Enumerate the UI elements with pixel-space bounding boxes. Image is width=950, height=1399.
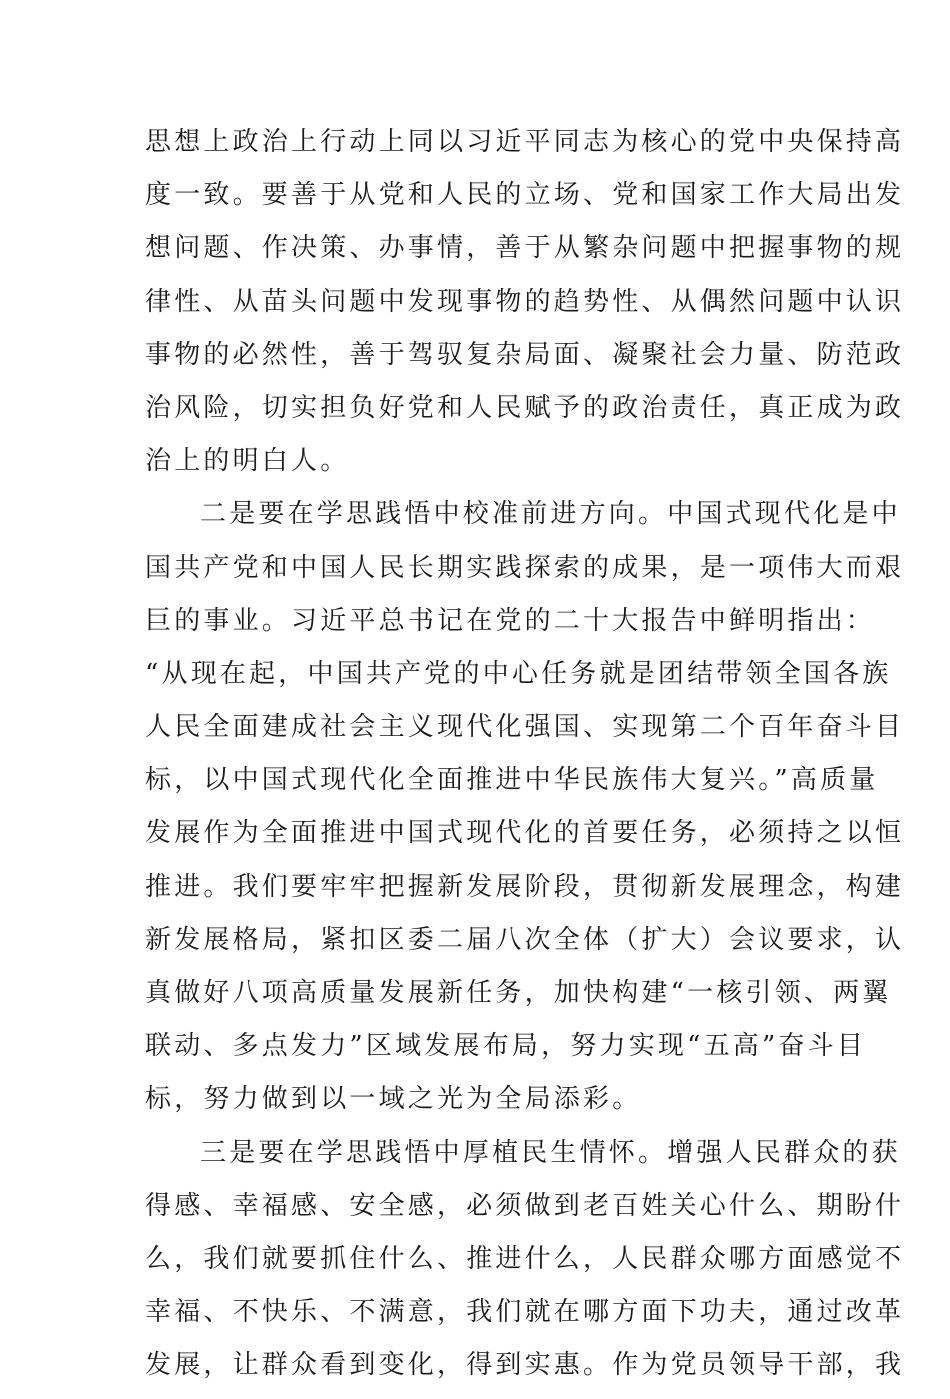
text-line: 巨的事业。习近平总书记在党的二十大报告中鲜明指出：: [145, 605, 876, 636]
text-line: 想问题、作决策、办事情，善于从繁杂问题中把握事物的规: [145, 233, 905, 264]
text-line: 发展作为全面推进中国式现代化的首要任务，必须持之以恒: [145, 818, 905, 849]
text-line: 国共产党和中国人民长期实践探索的成果，是一项伟大而艰: [145, 552, 905, 583]
paragraph-start-line: 三是要在学思践悟中厚植民生情怀。增强人民群众的获: [200, 1137, 901, 1168]
text-line: 标，以中国式现代化全面推进中华民族伟大复兴。”高质量: [145, 765, 879, 796]
text-line: 新发展格局，紧扣区委二届八次全体（扩大）会议要求，认: [145, 924, 905, 955]
document-body: [145, 122, 905, 1399]
text-line: 真做好八项高质量发展新任务，加快构建“一核引领、两翼: [145, 978, 892, 1008]
text-line: “从现在起，中国共产党的中心任务就是团结带领全国各族: [145, 658, 892, 689]
text-line: 得感、幸福感、安全感，必须做到老百姓关心什么、期盼什: [145, 1190, 905, 1221]
text-line: 事物的必然性，善于驾驭复杂局面、凝聚社会力量、防范政: [145, 339, 905, 370]
text-line: 推进。我们要牢牢把握新发展阶段，贯彻新发展理念，构建: [145, 871, 905, 902]
text-line: 么，我们就要抓住什么、推进什么，人民群众哪方面感觉不: [145, 1243, 905, 1274]
text-line: 幸福、不快乐、不满意，我们就在哪方面下功夫，通过改革: [145, 1297, 905, 1328]
text-line: 联动、多点发力”区域发展布局，努力实现“五高”奋斗目: [145, 1031, 867, 1062]
text-line: 治风险，切实担负好党和人民赋予的政治责任，真正成为政: [145, 392, 905, 423]
paragraph-start-line: 二是要在学思践悟中校准前进方向。中国式现代化是中: [200, 499, 901, 530]
text-line: 人民全面建成社会主义现代化强国、实现第二个百年奋斗目: [145, 712, 905, 743]
text-line: 思想上政治上行动上同以习近平同志为核心的党中央保持高: [145, 127, 905, 157]
text-line: 标，努力做到以一域之光为全局添彩。: [145, 1084, 642, 1115]
text-line: 律性、从苗头问题中发现事物的趋势性、从偶然问题中认识: [145, 286, 905, 317]
text-line: 发展，让群众看到变化，得到实惠。作为党员领导干部，我: [145, 1350, 905, 1381]
text-line: 度一致。要善于从党和人民的立场、党和国家工作大局出发: [145, 180, 905, 211]
text-line: 治上的明白人。: [145, 446, 350, 477]
